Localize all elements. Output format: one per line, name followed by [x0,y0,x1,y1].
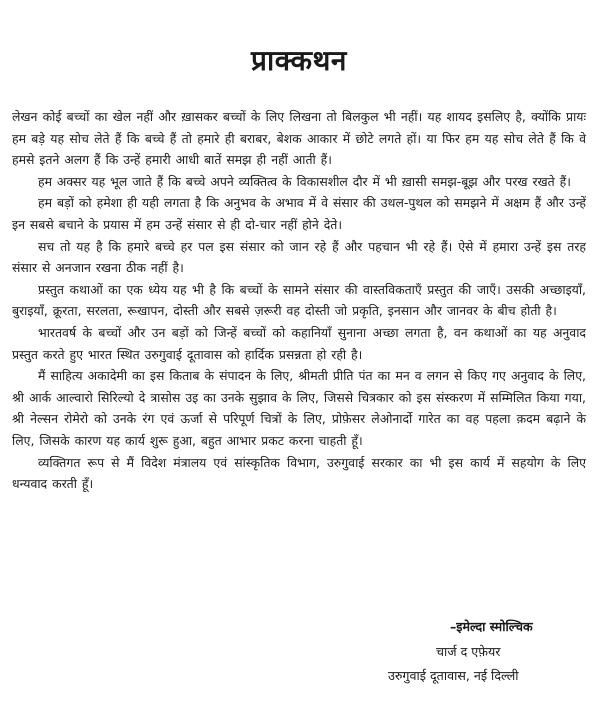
page-title: प्राक्कथन [251,44,347,77]
paragraph-6: भारतवर्ष के बच्चों और उन बड़ों को जिन्हें बच्चों को कहानियाँ सुनाना अच्छा लगता है, वन कथाओं का यह अनुवाद प्रस्तुत करते हुए भारत स्थित उरुगुवाई दूतावास को हार्दिक प्रसन्नता हो रही है। [12,324,586,362]
paragraph-4: सच तो यह है कि हमारे बच्चे हर पल इस संसार को जान रहे हैं और पहचान भी रहे हैं। ऐसे में हमारा उन्हें इस तरह संसार से अनजान रखना ठीक नहीं है। [12,238,586,276]
paragraph-3: हम बड़ों को हमेशा ही यही लगता है कि अनुभव के अभाव में वे संसार की उथल-पुथल को समझने में अक्षम हैं और उन्हें इन सबसे बचाने के प्रयास में हम उन्हें संसार से ही दो-चार नहीं होने देते। [12,195,586,232]
paragraph-8: व्यक्तिगत रूप से मैं विदेश मंत्रालय एवं सांस्कृतिक विभाग, उरुगुवाई सरकार का भी इस कार्य में सहयोग के लिए धन्यवाद करती हूँ। [12,454,586,492]
signatory-role: चार्ज द एफ़ेयर [436,643,501,659]
paragraph-5: प्रस्तुत कथाओं का एक ध्येय यह भी है कि बच्चों के सामने संसार की वास्तविकताएँ प्रस्तुत की जाएँ। उसकी अच्छाइयाँ, बुराइयाँ, क्रूरता, सरलता, रूखापन, दोस्ती और सबसे ज़रूरी वह दोस्ती जो प्रकृति, इनसान और जानवर के बीच होती है। [12,281,586,319]
signature-block [368,615,593,689]
signatory-name: –इमेल्दा स्मोल्चिक [450,619,533,634]
paragraph-1: लेखन कोई बच्चों का खेल नहीं और ख़ासकर बच्चों के लिए लिखना तो बिलकुल भी नहीं। यह शायद इसलिए है, क्योंकि प्रायः हम बड़े यह सोच लेते हैं कि बच्चे हैं तो हमारे ही बराबर, बेशक आकार में छोटे लगते हों। या फिर हम यह सोच लेते हैं कि वे हमसे इतने अलग हैं कि उन्हें हमारी आधी बातें समझ ही नहीं आती हैं। [12,109,586,168]
paragraph-2: हम अक्सर यह भूल जाते हैं कि बच्चे अपने व्यक्तित्व के विकासशील दौर में भी ख़ासी समझ-बूझ और परख रखते हैं। [38,173,571,189]
signatory-place: उरुगुवाई दूतावास, नई दिल्ली [388,668,519,683]
paragraph-7: मैं साहित्य अकादेमी का इस किताब के संपादन के लिए, श्रीमती प्रीति पंत का मन व लगन से किए गए अनुवाद के लिए, श्री आर्क आल्वारो सिरिल्यो दे त्रासोस उइ का उनके सुझाव के लिए, जिससे चित्रकार को इस संस्करण में सम्मिलित किया गया, श्री नेल्सन रोमेरो को उनके रंग एवं ऊर्जा से परिपूर्ण चित्रों के लिए, प्रोफ़ेसर लेओनार्दो गारेत का वह पहला क़दम बढ़ाने के लिए, जिसके कारण यह कार्य शुरू हुआ, बहुत आभार प्रकट करना चाहती हूँ। [12,368,586,448]
